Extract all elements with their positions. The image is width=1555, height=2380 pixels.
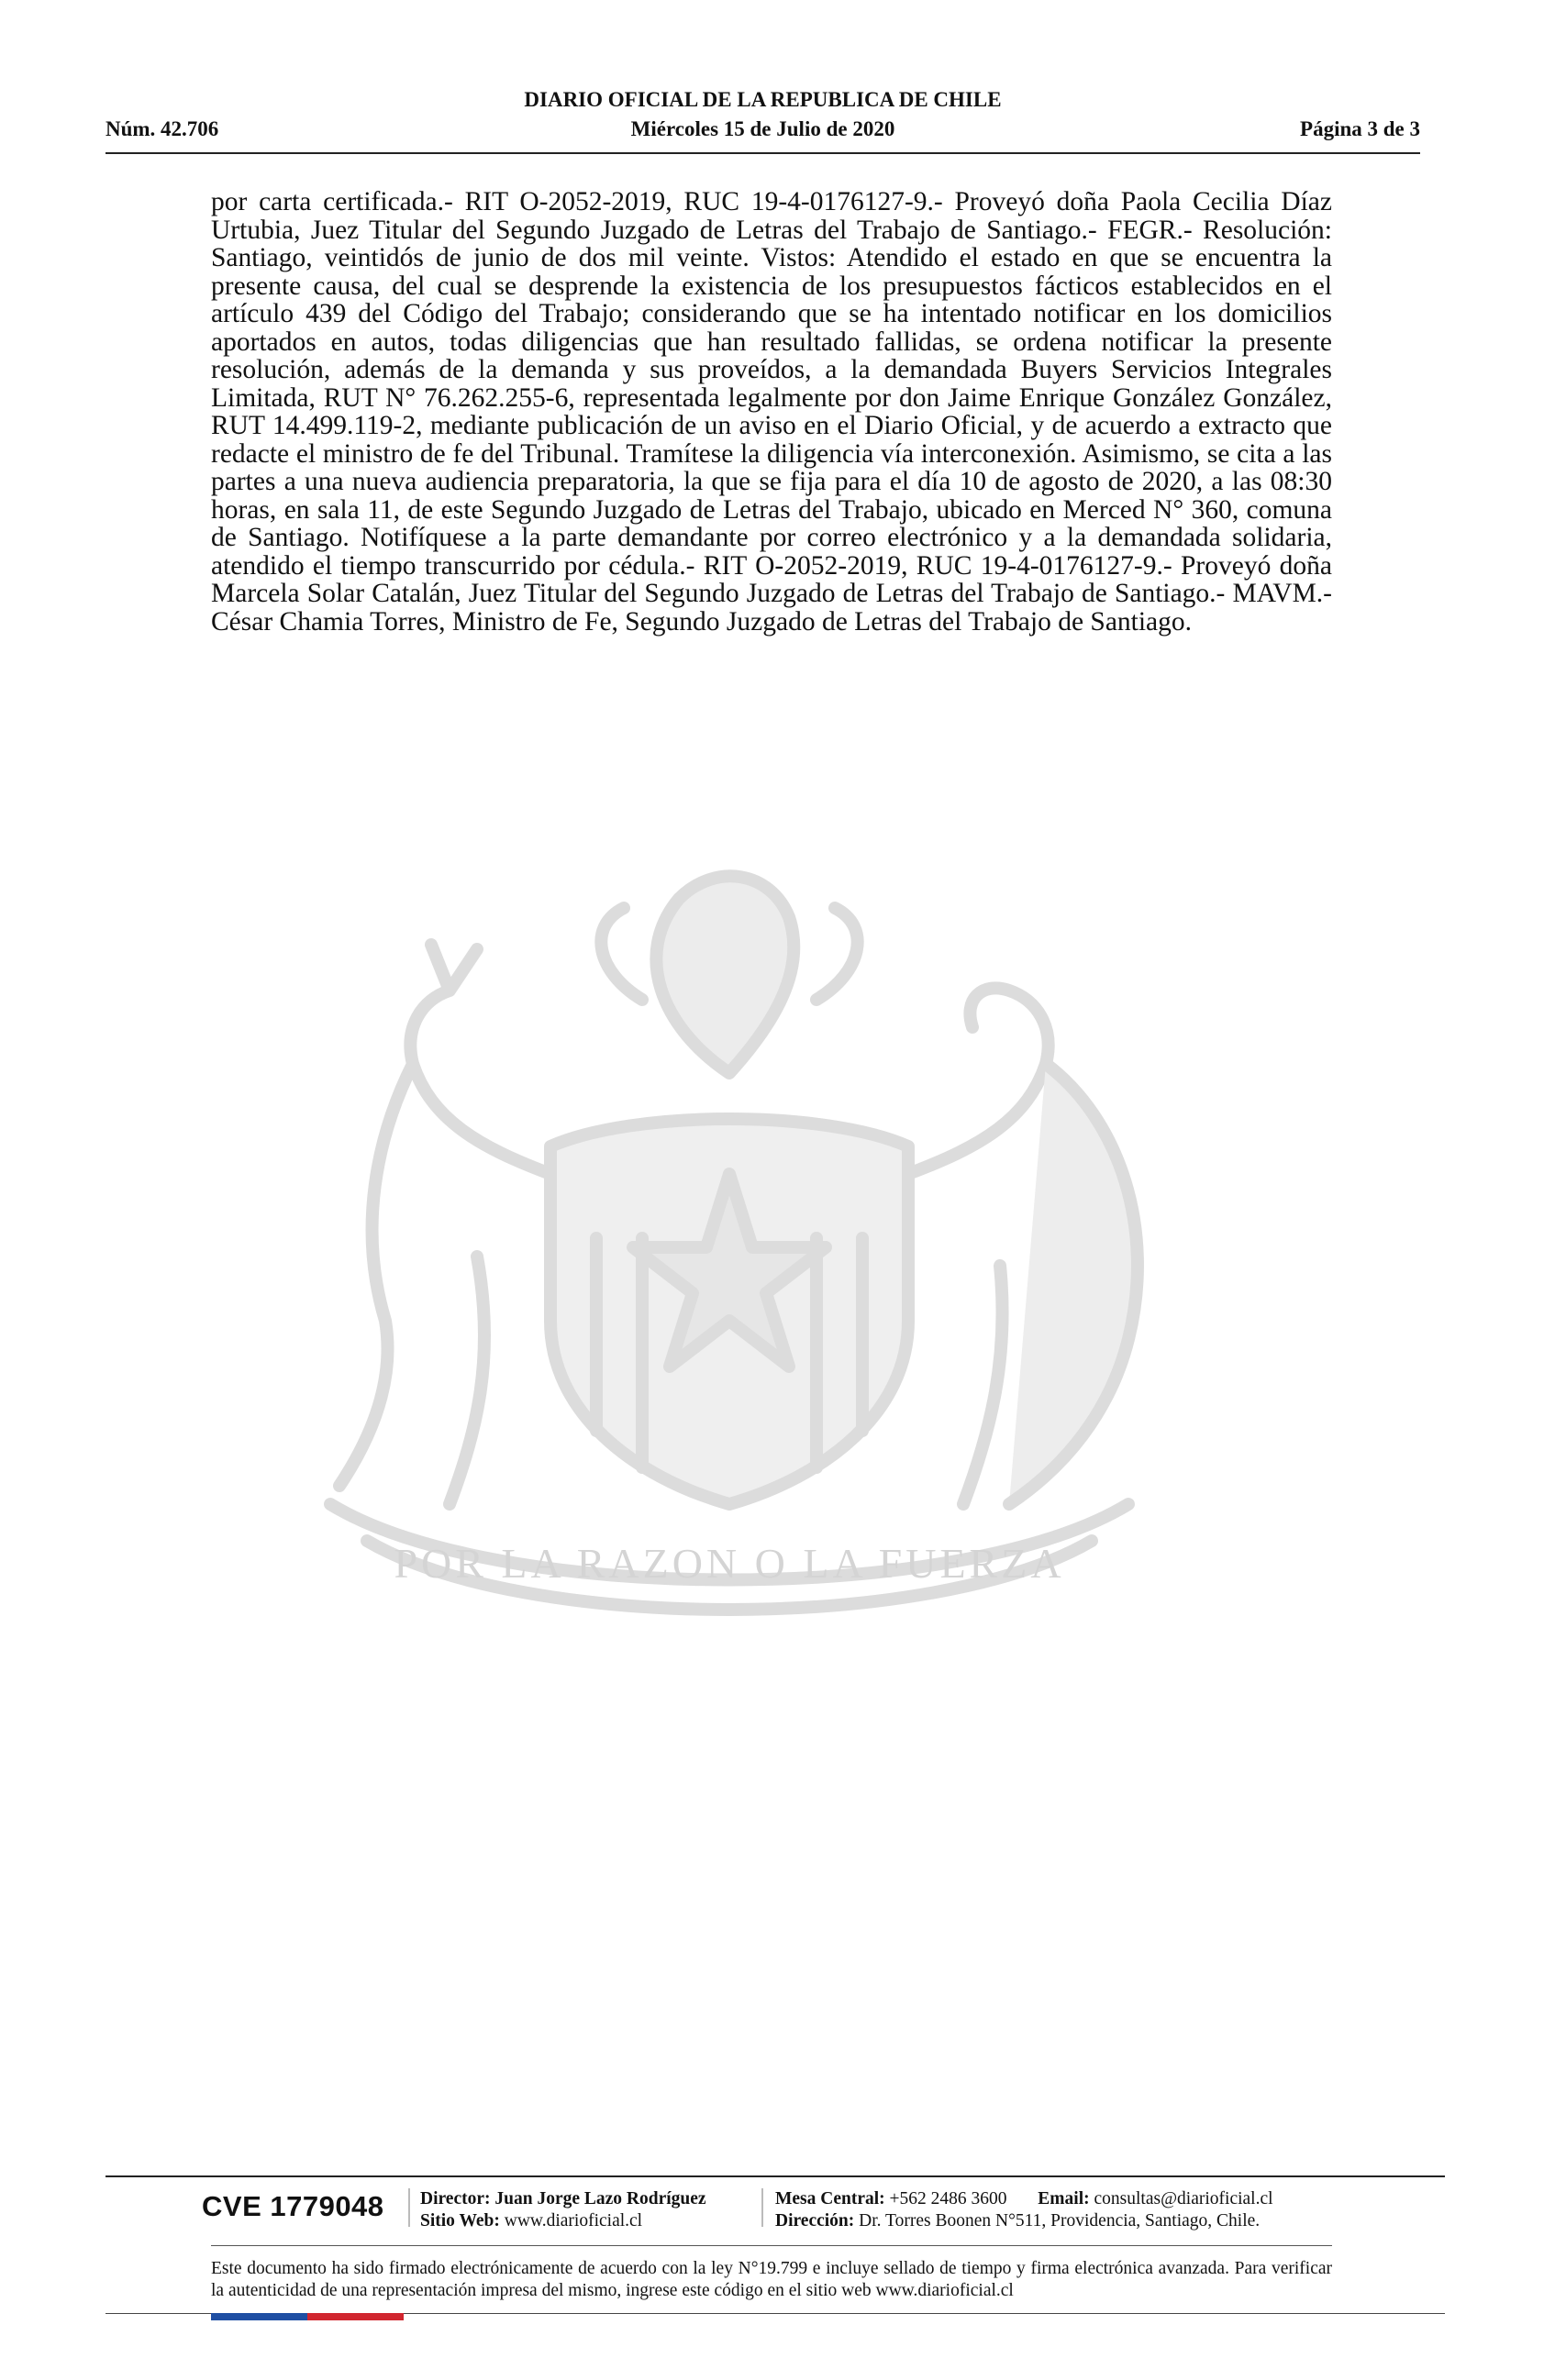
body-paragraph: por carta certificada.- RIT O-2052-2019, RUC 19-4-0176127-9.- Proveyó doña Paola Cecilia Díaz Urtubia, Juez Titular del Segundo Juzgado de Letras del Trabajo de Santiago.- FEGR.- Resolución: Santiago, veintidós de junio de dos mil veinte. Vistos: Atendido el estado en que se encuentra la presente causa, del cual se desprende la existencia de los presupuestos fácticos establecidos en el artículo 439 del Código del Trabajo; considerando que se ha intentado notificar en los domicilios aportados en autos, todas diligencias que han resultado fallidas, se ordena notificar la presente resolución, además de la demanda y sus proveídos, a la demandada Buyers Servicios Integrales Limitada, RUT N° 76.262.255-6, representada legalmente por don Jaime Enrique González González, RUT 14.499.119-2, mediante publicación de un aviso en el Diario Oficial, y de acuerdo a extracto que redacte el ministro de fe del Tribunal. Tramítese la diligencia vía interconexión. Asimismo, se cita a las partes a una nueva audiencia preparatoria, la que se fija para el día 10 de agosto de 2020, a las 08:30 horas, en sala 11, de este Segundo Juzgado de Letras del Trabajo, ubicado en Merced N° 360, comuna de Santiago. Notifíquese a la parte demandante por correo electrónico y a la demandada solidaria, atendido el tiempo transcurrido por cédula.- RIT O-2052-2019, RUC 19-4-0176127-9.- Proveyó doña Marcela Solar Catalán, Juez Titular del Segundo Juzgado de Letras del Trabajo de Santiago.- MAVM.- César Chamia Torres, Ministro de Fe, Segundo Juzgado de Letras del Trabajo de Santiago. xyxy=(211,187,1332,637)
coat-of-arms-watermark xyxy=(202,844,1257,1669)
email-link[interactable]: consultas@diarioficial.cl xyxy=(1094,2189,1273,2208)
footer-rule-top xyxy=(106,2175,1445,2177)
legal-notice: Este documento ha sido firmado electrónicamente de acuerdo con la ley N°19.799 e incluye sellado de tiempo y firma electrónica avanzada. Para verificar la autenticidad de una representación impresa del mismo, ingrese este código en el sitio web www.diarioficial.cl xyxy=(211,2259,1332,2300)
publication-title: DIARIO OFICIAL DE LA REPUBLICA DE CHILE xyxy=(524,88,1002,111)
director-info xyxy=(420,2188,706,2232)
footer-separator xyxy=(761,2188,763,2227)
director-name: Juan Jorge Lazo Rodríguez xyxy=(494,2189,706,2208)
address-value: Dr. Torres Boonen N°511, Providencia, Santiago, Chile. xyxy=(859,2211,1261,2231)
page-header xyxy=(106,88,1420,152)
footer-separator xyxy=(408,2188,410,2227)
director-label: Director: xyxy=(420,2189,491,2208)
watermark-motto: POR LA RAZON O LA FUERZA xyxy=(394,1540,1065,1587)
address-label: Dirección: xyxy=(775,2211,855,2231)
issue-number: Núm. 42.706 xyxy=(106,117,219,140)
issue-date: Miércoles 15 de Julio de 2020 xyxy=(630,117,895,140)
website-link[interactable]: www.diarioficial.cl xyxy=(504,2211,643,2231)
phone-label: Mesa Central: xyxy=(775,2189,885,2208)
contact-info xyxy=(775,2188,1273,2232)
email-label: Email: xyxy=(1038,2189,1090,2208)
website-label: Sitio Web: xyxy=(420,2211,500,2231)
cve-code: CVE 1779048 xyxy=(202,2190,384,2222)
header-rule xyxy=(106,152,1420,154)
footer-rule-middle xyxy=(211,2245,1332,2246)
page-number: Página 3 de 3 xyxy=(1300,117,1420,140)
phone-value: +562 2486 3600 xyxy=(889,2189,1007,2208)
flag-stripe-blue xyxy=(211,2313,307,2320)
flag-stripe-red xyxy=(307,2313,404,2320)
